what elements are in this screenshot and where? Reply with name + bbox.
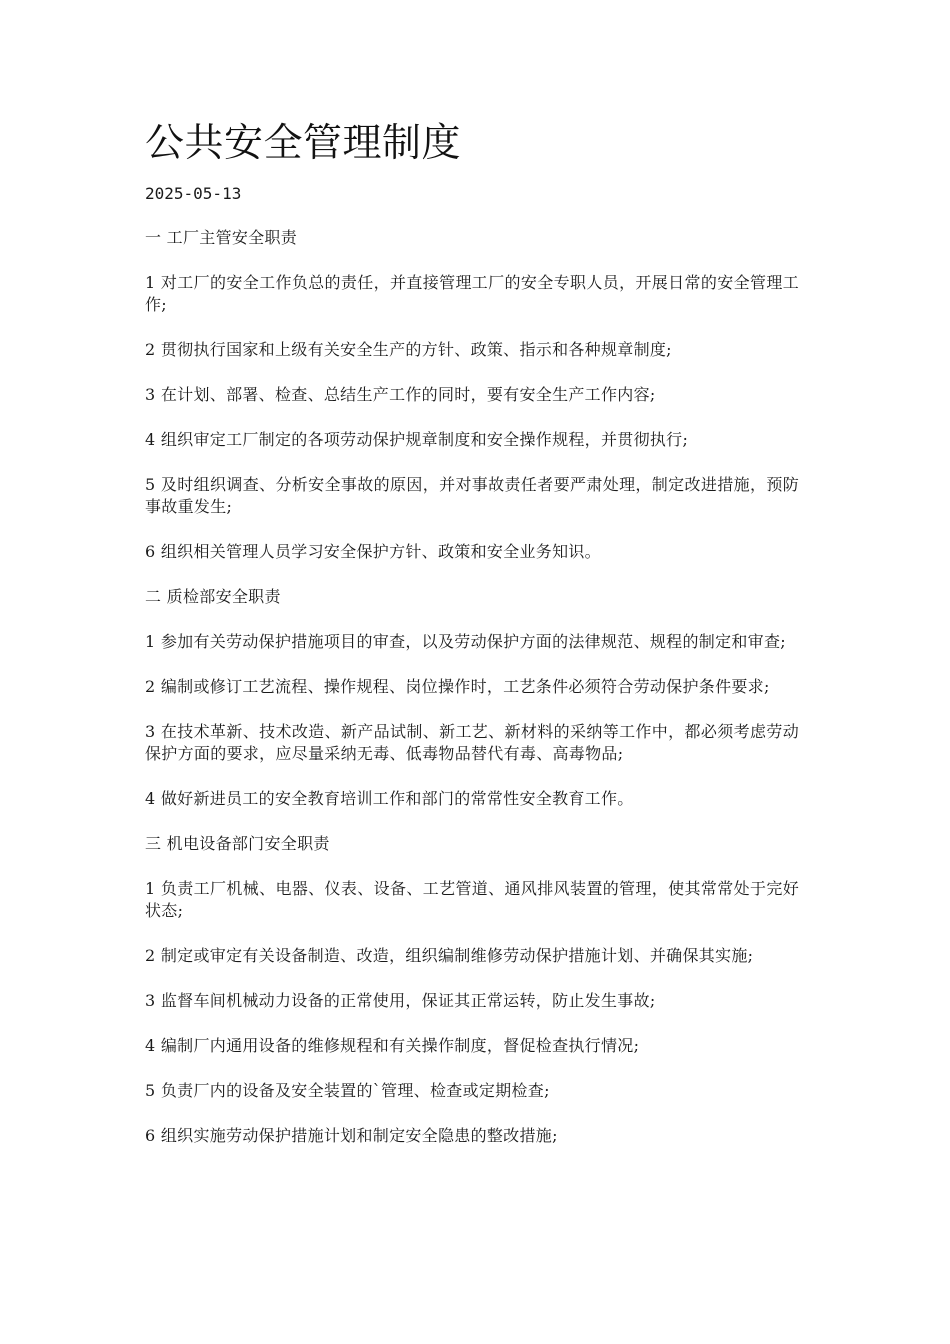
- paragraph: 2 制定或审定有关设备制造、改造，组织编制维修劳动保护措施计划、并确保其实施;: [145, 946, 754, 965]
- paragraph: 4 组织审定工厂制定的各项劳动保护规章制度和安全操作规程，并贯彻执行;: [145, 430, 689, 449]
- paragraph: 3 在计划、部署、检查、总结生产工作的同时，要有安全生产工作内容;: [145, 385, 656, 404]
- paragraph: 1 对工厂的安全工作负总的责任，并直接管理工厂的安全专职人员，开展日常的安全管理工作;: [145, 273, 799, 314]
- paragraph: 5 及时组织调查、分析安全事故的原因，并对事故责任者要严肃处理，制定改进措施，预防事故重发生;: [145, 475, 799, 516]
- paragraph: 6 组织实施劳动保护措施计划和制定安全隐患的整改措施;: [145, 1126, 558, 1145]
- paragraph: 5 负责厂内的设备及安全装置的`管理、检查或定期检查;: [145, 1081, 550, 1100]
- paragraph: 3 在技术革新、技术改造、新产品试制、新工艺、新材料的采纳等工作中，都必须考虑劳动保护方面的要求，应尽量采纳无毒、低毒物品替代有毒、高毒物品;: [145, 722, 799, 763]
- paragraph: 2 编制或修订工艺流程、操作规程、岗位操作时，工艺条件必须符合劳动保护条件要求;: [145, 677, 770, 696]
- paragraph: 1 负责工厂机械、电器、仪表、设备、工艺管道、通风排风装置的管理，使其常常处于完好状态;: [145, 879, 799, 920]
- document-body: [145, 227, 799, 1170]
- paragraph: 3 监督车间机械动力设备的正常使用，保证其正常运转，防止发生事故;: [145, 991, 656, 1010]
- paragraph: 2 贯彻执行国家和上级有关安全生产的方针、政策、指示和各种规章制度;: [145, 340, 672, 359]
- paragraph: 4 编制厂内通用设备的维修规程和有关操作制度，督促检查执行情况;: [145, 1036, 640, 1055]
- document-date: 2025-05-13: [145, 184, 242, 203]
- section-heading-3: 三 机电设备部门安全职责: [145, 834, 330, 853]
- section-heading-2: 二 质检部安全职责: [145, 587, 281, 606]
- document-title: 公共安全管理制度: [145, 121, 462, 166]
- paragraph: 6 组织相关管理人员学习安全保护方针、政策和安全业务知识。: [145, 542, 601, 561]
- section-heading-1: 一 工厂主管安全职责: [145, 228, 298, 247]
- paragraph: 1 参加有关劳动保护措施项目的审查，以及劳动保护方面的法律规范、规程的制定和审查;: [145, 632, 786, 651]
- paragraph: 4 做好新进员工的安全教育培训工作和部门的常常性安全教育工作。: [145, 789, 634, 808]
